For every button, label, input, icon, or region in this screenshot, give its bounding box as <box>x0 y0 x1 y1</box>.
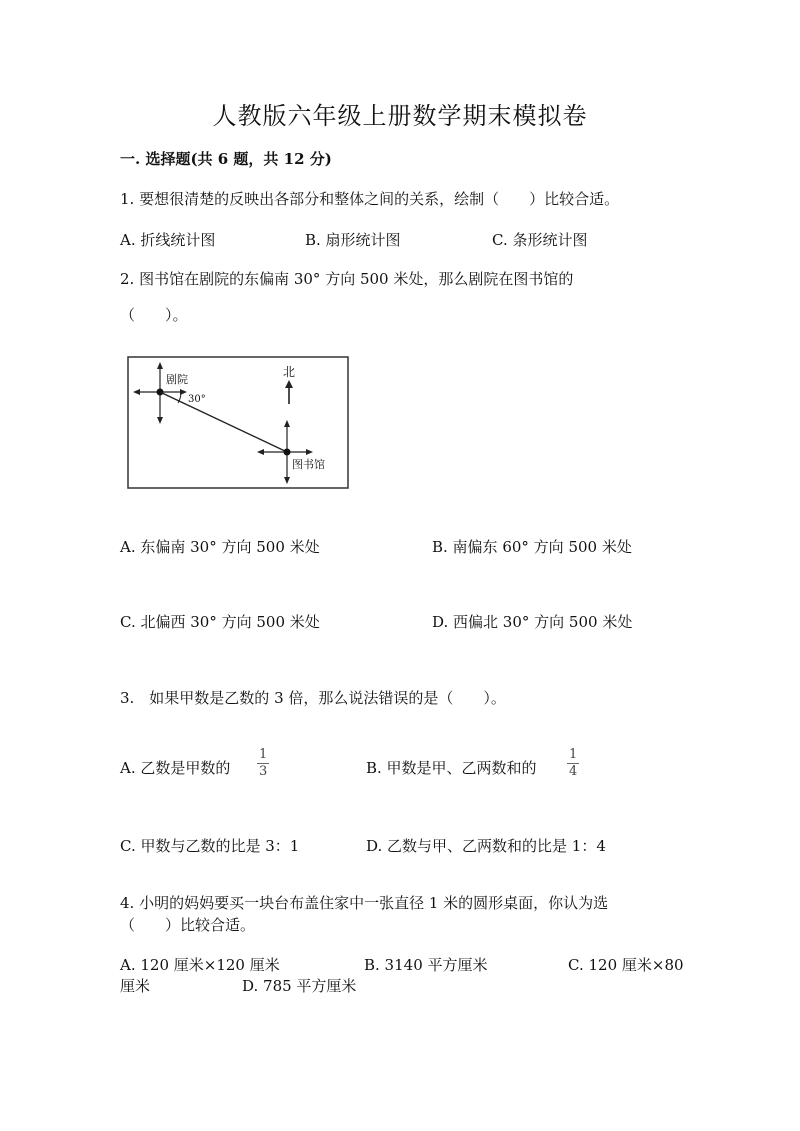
connecting-line <box>160 392 287 452</box>
question-2-stem-line2: （ ）。 <box>120 306 188 324</box>
library-point <box>284 449 291 456</box>
theater-label: 剧院 <box>166 373 188 386</box>
question-4-option-c-continued[interactable]: 厘米 <box>120 977 151 995</box>
question-4-stem-line1: 4. 小明的妈妈要买一块台布盖住家中一张直径 1 米的圆形桌面，你认为选 <box>120 894 609 912</box>
question-1-stem: 1. 要想很清楚的反映出各部分和整体之间的关系，绘制（ ）比较合适。 <box>120 190 620 208</box>
angle-label: 30° <box>188 394 206 405</box>
question-2-stem-line1: 2. 图书馆在剧院的东偏南 30° 方向 500 米处，那么剧院在图书馆的 <box>120 270 574 288</box>
question-2-option-d[interactable]: D. 西偏北 30° 方向 500 米处 <box>432 613 633 631</box>
question-3-stem: 3. 如果甲数是乙数的 3 倍，那么说法错误的是（ ）。 <box>120 689 506 707</box>
north-arrow-icon <box>285 380 293 404</box>
question-2-option-a[interactable]: A. 东偏南 30° 方向 500 米处 <box>120 538 320 556</box>
question-1-option-b[interactable]: B. 扇形统计图 <box>305 231 401 249</box>
question-2-option-b[interactable]: B. 南偏东 60° 方向 500 米处 <box>432 538 632 556</box>
section-heading: 一. 选择题(共 6 题，共 12 分) <box>120 150 332 168</box>
fraction-one-third <box>257 748 269 779</box>
question-4-option-a[interactable]: A. 120 厘米×120 厘米 <box>120 956 280 974</box>
question-3-option-b[interactable] <box>366 757 537 778</box>
question-3-option-a[interactable] <box>120 757 230 778</box>
fraction-one-quarter <box>567 748 579 779</box>
library-label: 图书馆 <box>292 458 325 471</box>
direction-diagram <box>125 352 355 492</box>
question-4-option-c[interactable]: C. 120 厘米×80 <box>568 956 684 974</box>
question-3-option-d[interactable]: D. 乙数与甲、乙两数和的比是 1：4 <box>366 837 606 855</box>
question-1-option-a[interactable]: A. 折线统计图 <box>120 231 216 249</box>
fraction-numerator: 1 <box>259 747 268 762</box>
fraction-denominator: 4 <box>569 764 578 779</box>
option-a-text: A. 乙数是甲数的 <box>120 759 231 777</box>
question-1-option-c[interactable]: C. 条形统计图 <box>492 231 588 249</box>
option-b-text: B. 甲数是甲、乙两数和的 <box>366 759 537 777</box>
fraction-denominator: 3 <box>259 764 268 779</box>
question-3-option-c[interactable]: C. 甲数与乙数的比是 3：1 <box>120 837 300 855</box>
fraction-numerator: 1 <box>569 747 578 762</box>
question-2-option-c[interactable]: C. 北偏西 30° 方向 500 米处 <box>120 613 320 631</box>
question-4-option-d[interactable]: D. 785 平方厘米 <box>242 977 357 995</box>
north-label: 北 <box>283 365 296 379</box>
page-title: 人教版六年级上册数学期末模拟卷 <box>212 102 588 130</box>
question-4-option-b[interactable]: B. 3140 平方厘米 <box>364 956 488 974</box>
question-4-stem-line2: （ ）比较合适。 <box>120 916 256 934</box>
